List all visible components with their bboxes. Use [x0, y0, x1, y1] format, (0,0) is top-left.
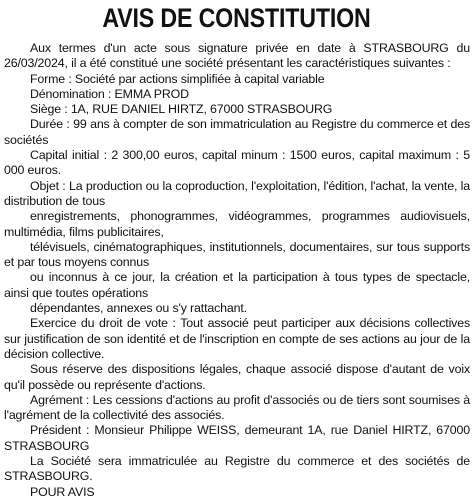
paragraph-agrement: Agrément : Les cessions d'actions au profit d'associés ou de tiers sont soumises à l'agrément de la collectivité des associés. [4, 392, 470, 423]
paragraph-objet-2: enregistrements, phonogrammes, vidéogrammes, programmes audiovisuels, multimédia, films publicitaires, [4, 209, 470, 239]
paragraph-duree: Durée : 99 ans à compter de son immatriculation au Registre du commerce et des sociétés [4, 117, 470, 147]
paragraph-vote: Exercice du droit de vote : Tout associé peut participer aux décisions collectives sur justification de son identité et de l'inscription en compte de ses actions au jour de la décision collective. [4, 316, 470, 361]
paragraph-forme: Forme : Société par actions simplifiée à capital variable [30, 71, 325, 86]
paragraph-immatriculation: La Société sera immatriculée au Registre du commerce et des sociétés de STRASBOURG. [4, 454, 470, 484]
paragraph-pour-avis: POUR AVIS [30, 484, 95, 499]
paragraph-reserve: Sous réserve des dispositions légales, chaque associé dispose d'autant de voix qu'il possède ou représente d'actions. [4, 362, 470, 392]
paragraph-objet-5: dépendantes, annexes ou s'y rattachant. [30, 301, 247, 316]
paragraph-intro: Aux termes d'un acte sous signature privée en date à STRASBOURG du 26/03/2024, il a été constitué une société présentant les caractéristiques suivantes : [4, 41, 470, 71]
paragraph-objet: Objet : La production ou la coproduction, l'exploitation, l'édition, l'achat, la vente, la distribution de tous [4, 178, 470, 208]
paragraph-capital: Capital initial : 2 300,00 euros, capital minum : 1500 euros, capital maximum : 5 000 euros. [4, 148, 470, 178]
paragraph-president: Président : Monsieur Philippe WEISS, demeurant 1A, rue Daniel HIRTZ, 67000 STRASBOURG [4, 423, 470, 453]
notice-title: AVIS DE CONSTITUTION [102, 3, 371, 33]
paragraph-objet-3: télévisuels, cinématographiques, institutionnels, documentaires, sur tous supports et par tous moyens connus [4, 239, 470, 270]
paragraph-denomination: Dénomination : EMMA PROD [30, 86, 189, 101]
paragraph-objet-4: ou inconnus à ce jour, la création et la participation à tous types de spectacle, ainsi que toutes opérations [4, 270, 470, 300]
paragraph-siege: Siège : 1A, RUE DANIEL HIRTZ, 67000 STRASBOURG [30, 102, 333, 117]
notice-body [4, 41, 470, 500]
